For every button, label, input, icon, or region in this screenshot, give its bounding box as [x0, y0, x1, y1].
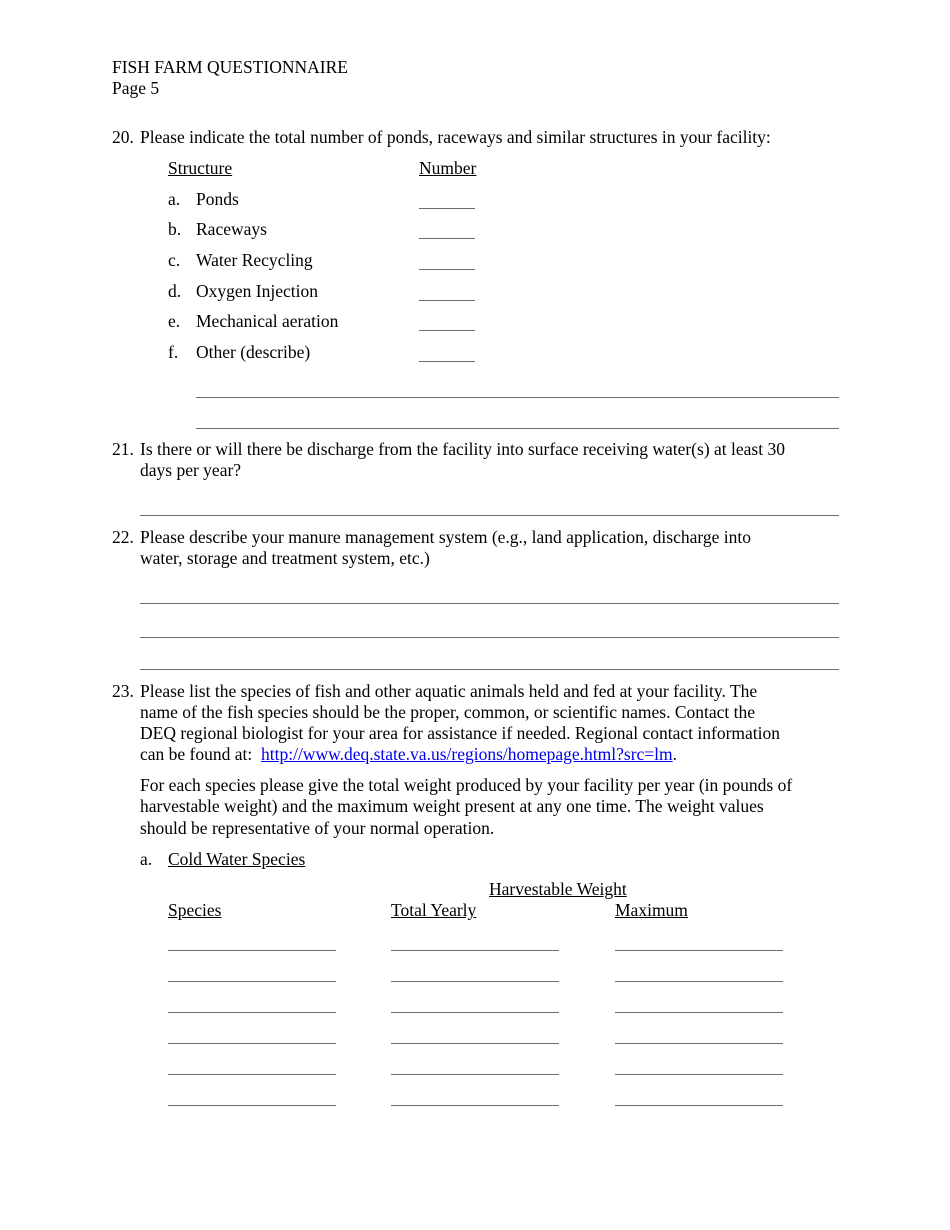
q23-paragraph-line: harvestable weight) and the maximum weight present at any one time. The weight values	[140, 796, 764, 816]
structure-column-header: Structure	[168, 158, 233, 178]
species-blank[interactable]	[168, 1074, 336, 1075]
structure-label-water-recycling: Water Recycling	[196, 250, 313, 270]
structure-label-mechanical-aeration: Mechanical aeration	[196, 311, 339, 331]
q22-number: 22.	[112, 527, 134, 547]
total-yearly-blank[interactable]	[391, 1074, 559, 1075]
total-yearly-blank[interactable]	[391, 981, 559, 982]
ponds-number-blank[interactable]	[419, 208, 475, 209]
total-yearly-blank[interactable]	[391, 1012, 559, 1013]
q20-number: 20.	[112, 127, 134, 147]
maximum-blank[interactable]	[615, 1105, 783, 1106]
species-blank[interactable]	[168, 981, 336, 982]
item-letter: b.	[168, 219, 182, 239]
q21-text-line: days per year?	[140, 460, 242, 480]
maximum-blank[interactable]	[615, 1074, 783, 1075]
structure-label-ponds: Ponds	[196, 189, 239, 209]
q21-number: 21.	[112, 439, 134, 459]
raceways-number-blank[interactable]	[419, 238, 475, 239]
maximum-blank[interactable]	[615, 1043, 783, 1044]
maximum-blank[interactable]	[615, 1012, 783, 1013]
page-number: Page 5	[112, 78, 160, 98]
species-blank[interactable]	[168, 1105, 336, 1106]
maximum-blank[interactable]	[615, 950, 783, 951]
item-letter: e.	[168, 311, 181, 331]
harvestable-weight-header: Harvestable Weight	[489, 879, 627, 899]
maximum-blank[interactable]	[615, 981, 783, 982]
number-column-header: Number	[419, 158, 477, 178]
q21-answer-line[interactable]	[140, 515, 839, 516]
total-yearly-blank[interactable]	[391, 950, 559, 951]
mechanical-aeration-number-blank[interactable]	[419, 330, 475, 331]
total-yearly-blank[interactable]	[391, 1043, 559, 1044]
q20-text: Please indicate the total number of ponds, raceways and similar structures in your facility:	[140, 127, 771, 147]
total-yearly-blank[interactable]	[391, 1105, 559, 1106]
q22-answer-line[interactable]	[140, 669, 839, 670]
deq-regions-link[interactable]: http://www.deq.state.va.us/regions/homepage.html?src=lm	[261, 744, 673, 764]
item-letter: d.	[168, 281, 182, 301]
q23-paragraph-line: should be representative of your normal operation.	[140, 818, 495, 838]
q23-paragraph-line: For each species please give the total weight produced by your facility per year (in pounds of	[140, 775, 793, 795]
subsection-letter: a.	[140, 849, 153, 869]
oxygen-injection-number-blank[interactable]	[419, 300, 475, 301]
item-letter: a.	[168, 189, 181, 209]
item-letter: c.	[168, 250, 181, 270]
document-title: FISH FARM QUESTIONNAIRE	[112, 57, 348, 77]
structure-label-raceways: Raceways	[196, 219, 267, 239]
other-describe-line[interactable]	[196, 397, 839, 398]
q23-text-line: DEQ regional biologist for your area for assistance if needed. Regional contact information	[140, 723, 780, 743]
q23-text-line: Please list the species of fish and other aquatic animals held and fed at your facility. The	[140, 681, 758, 701]
species-blank[interactable]	[168, 1043, 336, 1044]
other-number-blank[interactable]	[419, 361, 475, 362]
structure-label-other: Other (describe)	[196, 342, 311, 362]
q22-answer-line[interactable]	[140, 637, 839, 638]
species-blank[interactable]	[168, 1012, 336, 1013]
maximum-column-header: Maximum	[615, 900, 688, 920]
water-recycling-number-blank[interactable]	[419, 269, 475, 270]
q21-text-line: Is there or will there be discharge from the facility into surface receiving water(s) at least 30	[140, 439, 785, 459]
item-letter: f.	[168, 342, 179, 362]
q23-number: 23.	[112, 681, 134, 701]
q22-answer-line[interactable]	[140, 603, 839, 604]
q23-text-line: name of the fish species should be the proper, common, or scientific names. Contact the	[140, 702, 756, 722]
species-column-header: Species	[168, 900, 222, 920]
q22-text-line: Please describe your manure management system (e.g., land application, discharge into	[140, 527, 752, 547]
total-yearly-column-header: Total Yearly	[391, 900, 477, 920]
q22-text-line: water, storage and treatment system, etc.)	[140, 548, 430, 568]
other-describe-line[interactable]	[196, 428, 839, 429]
cold-water-species-heading: Cold Water Species	[168, 849, 306, 869]
species-blank[interactable]	[168, 950, 336, 951]
q23-text-line: can be found at: http://www.deq.state.va.us/regions/homepage.html?src=lm.	[140, 744, 678, 764]
structure-label-oxygen-injection: Oxygen Injection	[196, 281, 318, 301]
